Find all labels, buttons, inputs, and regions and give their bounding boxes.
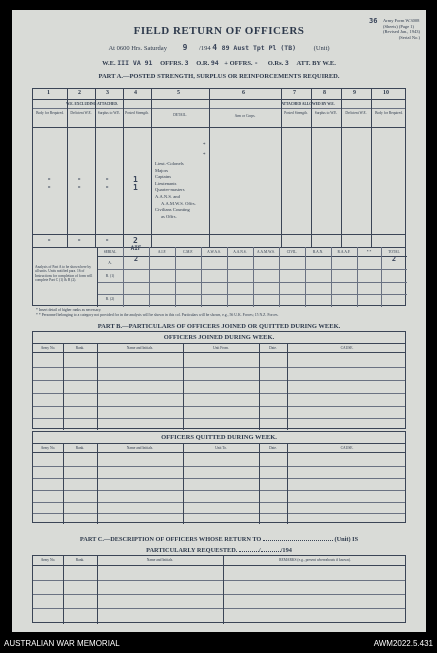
col-head: Name and Initials.	[126, 346, 154, 350]
joined-title: OFFICERS JOINED DURING WEEK.	[163, 334, 275, 341]
col-number: 10	[383, 90, 389, 96]
plus-or-value: 3	[284, 59, 289, 67]
analysis-head: C.M.F.	[183, 250, 193, 254]
we-line	[12, 59, 426, 67]
col-head: Body for Required.	[36, 111, 64, 115]
analysis-table	[97, 247, 407, 307]
col-head: Army No.	[40, 346, 56, 350]
entry-total-col2: -	[77, 236, 82, 244]
caption-left: AUSTRALIAN WAR MEMORIAL	[4, 639, 120, 648]
rank-label: Majors	[155, 167, 169, 173]
entry-total-col3: -	[105, 236, 110, 244]
analysis-head: CIVIL.	[286, 250, 298, 254]
unit-name: 89 Aust Tpt Pl (TB)	[221, 44, 297, 52]
document-page	[12, 10, 426, 632]
entry-captains-col3: -	[105, 175, 110, 183]
part-c-heading-2: PARTICULARLY REQUESTED. / /194	[146, 547, 292, 554]
analysis-head: * *	[366, 250, 372, 254]
rank-label: Civilians Counting	[155, 207, 190, 213]
col-head: Army No.	[40, 446, 56, 450]
rank-label: Quarter-masters	[155, 187, 185, 193]
entry-lieutenants-col3: -	[105, 183, 110, 191]
col-number: 9	[353, 90, 356, 96]
att-label: ATT. BY W.E.	[296, 60, 336, 67]
col-head: Army No.	[40, 558, 56, 562]
col-head: Deficient W.E.	[345, 111, 367, 115]
col-head: Posted Strength.	[125, 111, 149, 115]
col-head: CAUSE.	[340, 346, 354, 350]
col-head: Posted Strength.	[284, 111, 308, 115]
ref-line: (Sheets) (Page 1)	[383, 23, 414, 29]
part-c-table	[32, 555, 406, 623]
col-head: Rank.	[75, 558, 85, 562]
ref-number: 36	[369, 17, 378, 25]
col-head: Rank.	[75, 446, 85, 450]
analysis-row-label: B. (1)	[105, 274, 115, 278]
entry-captains-col1: -	[47, 175, 52, 183]
col-head: Rank.	[75, 346, 85, 350]
analysis-head: R.A.N.	[312, 250, 324, 254]
attached-allowed-heading: ATTACHED ALLOWED BY W.E.	[281, 102, 335, 106]
col-head: Surplus to W.E.	[314, 111, 338, 115]
col-number: 6	[242, 90, 245, 96]
col-head: Arm or Corps.	[234, 114, 256, 118]
rank-list	[155, 161, 196, 220]
entry-lieutenants-col2: -	[77, 183, 82, 191]
entry-captains-posted: 1	[133, 175, 138, 184]
quitted-title: OFFICERS QUITTED DURING WEEK.	[161, 434, 277, 441]
rank-label: as Offrs.	[161, 213, 177, 219]
analysis-row-label: A.	[108, 261, 112, 265]
or-label: O.R.	[196, 60, 210, 67]
part-a-table: 1 2 3 4 5 6 7 8 9 10 W.E. EXCLUDING ATTACHED. ATTACHED ALLOWED BY W.E. Body for Required. Deficient W.E. Surplus to W.E. Posted Strength. DETAIL. Arm or Corps. Posted Strength. Surplus to W.E. Deficient W.E. Body for Required. Lieut.-Colonels Majors Captains Lieutenants Quarter-masters A.A.N.S. and A.A.M.W.S. Offrs. Civilians Counting as Offrs. * * - - - 1 - - - 1 - - - 2 SERIAL AIF A.I.F. C.M.F. A.W.A.S. A.A.N.S. A.A.M.W.S. CIVIL. R.A.N. R.A.A.F. * * TOTAL A. B. (1) B. (2) 2 2 Analysis of Part A to be shown here by all units. Units notified para. 16 of Instructions for completion of form will complete Part C (1) & B (2).	[32, 88, 406, 306]
rank-label: Lieutenants	[155, 180, 177, 186]
entry-total-posted: 2	[133, 236, 138, 245]
line1-prefix: At 0600 Hrs. Saturday	[108, 45, 167, 52]
col-head: Unit From.	[213, 346, 229, 350]
caption-right: AWM2022.5.431	[373, 639, 433, 648]
col-head: Unit To.	[215, 446, 227, 450]
we-value: III VA 91	[117, 59, 153, 67]
col-head: Name and Initials.	[146, 558, 174, 562]
we-excluding-heading: W.E. EXCLUDING ATTACHED.	[66, 102, 118, 106]
analysis-head: SERIAL	[103, 250, 117, 254]
entry-lieutenants-col1: -	[47, 183, 52, 191]
ref-line: Army Form W.3008	[383, 18, 420, 23]
col-number: 3	[106, 90, 109, 96]
col-number: 8	[323, 90, 326, 96]
part-c-heading	[12, 536, 426, 543]
col-head: Name and Initials.	[126, 446, 154, 450]
col-number: 5	[177, 90, 180, 96]
col-head: Date.	[269, 446, 277, 450]
analysis-total-value: 2	[391, 255, 397, 263]
part-c-line1: PART C.—DESCRIPTION OF OFFICERS WHOSE RETURN TO	[79, 536, 262, 543]
col-number: 7	[293, 90, 296, 96]
col-number: 4	[134, 90, 137, 96]
date-day: 9	[182, 43, 188, 52]
form-title: FIELD RETURN OF OFFICERS	[133, 25, 305, 37]
unit-label: (Unit)	[313, 45, 330, 52]
date-year-suffix: 4	[212, 43, 218, 52]
analysis-row-label: B. (2)	[105, 297, 115, 301]
rank-label: A.A.N.S. and	[155, 193, 180, 199]
plus-offrs-label: + OFFRS.	[224, 60, 253, 67]
date-year: /194	[199, 45, 211, 52]
rank-label: A.A.M.W.S. Offrs.	[161, 200, 196, 206]
analysis-head: A.A.N.S.	[233, 250, 247, 254]
analysis-head: A.A.M.W.S.	[257, 250, 275, 254]
part-b-heading: PART B.—PARTICULARS OF OFFICERS JOINED OR QUITTED DURING WEEK.	[97, 323, 341, 330]
entry-total-col1: -	[47, 236, 52, 244]
we-label: W.E.	[102, 60, 116, 67]
or-value: 94	[210, 59, 219, 67]
footnote: * * Personnel belonging to a category not provided for in the analysis will be shown in this col. Particulars will be shown, e.g., 56 U.K. Forces; 15 N.Z. Forces.	[36, 313, 279, 317]
col-number: 2	[78, 90, 81, 96]
part-c-line2: PARTICULARLY REQUESTED.	[146, 547, 238, 554]
analysis-note: Analysis of Part A to be shown here by all units. Units notified para. 16 of Instructions for completion of form will complete Part C (1) & B (2).	[35, 265, 93, 283]
part-a-heading: PART A.—POSTED STRENGTH, SURPLUS OR REINFORCEMENTS REQUIRED.	[98, 73, 340, 80]
part-c-date: /194	[280, 547, 292, 554]
ref-line: (Revised Jan., 1943)	[383, 29, 420, 34]
joined-table	[32, 331, 406, 429]
analysis-head: A.I.F.	[157, 250, 167, 254]
analysis-aif-value: 2	[133, 255, 139, 263]
col-head: Deficient W.E.	[70, 111, 92, 115]
col-head: CAUSE.	[340, 446, 354, 450]
analysis-aif-mark: AIF	[130, 245, 142, 252]
analysis-head: TOTAL	[388, 250, 400, 254]
rank-label: Lieut.-Colonels	[155, 161, 184, 166]
col-head: Surplus to W.E.	[97, 111, 121, 115]
col-head: Date.	[269, 346, 277, 350]
col-head: REMARKS (e.g., present whereabouts if known).	[279, 558, 351, 562]
quitted-table	[32, 431, 406, 523]
date-unit-line	[12, 43, 426, 52]
analysis-head: R.A.A.F.	[337, 250, 351, 254]
rank-label: Captains	[155, 174, 172, 180]
col-head: Body for Required.	[375, 111, 403, 115]
ref-line: (Serial No.)	[398, 34, 420, 40]
part-c-unit: (Unit) IS	[334, 536, 359, 543]
offrs-value: 3	[184, 59, 189, 67]
entry-captains-col2: -	[77, 175, 82, 183]
entry-lieutenants-posted: 1	[133, 183, 138, 192]
plus-offrs-value: -	[254, 59, 259, 67]
analysis-head: A.W.A.S.	[207, 250, 221, 254]
plus-or-label: O.Rs.	[267, 60, 284, 67]
detail-head: DETAIL.	[173, 113, 187, 117]
offrs-label: OFFRS.	[160, 60, 184, 67]
col-number: 1	[47, 90, 50, 96]
footnote: * Insert detail of higher ranks as necessary.	[36, 308, 102, 312]
